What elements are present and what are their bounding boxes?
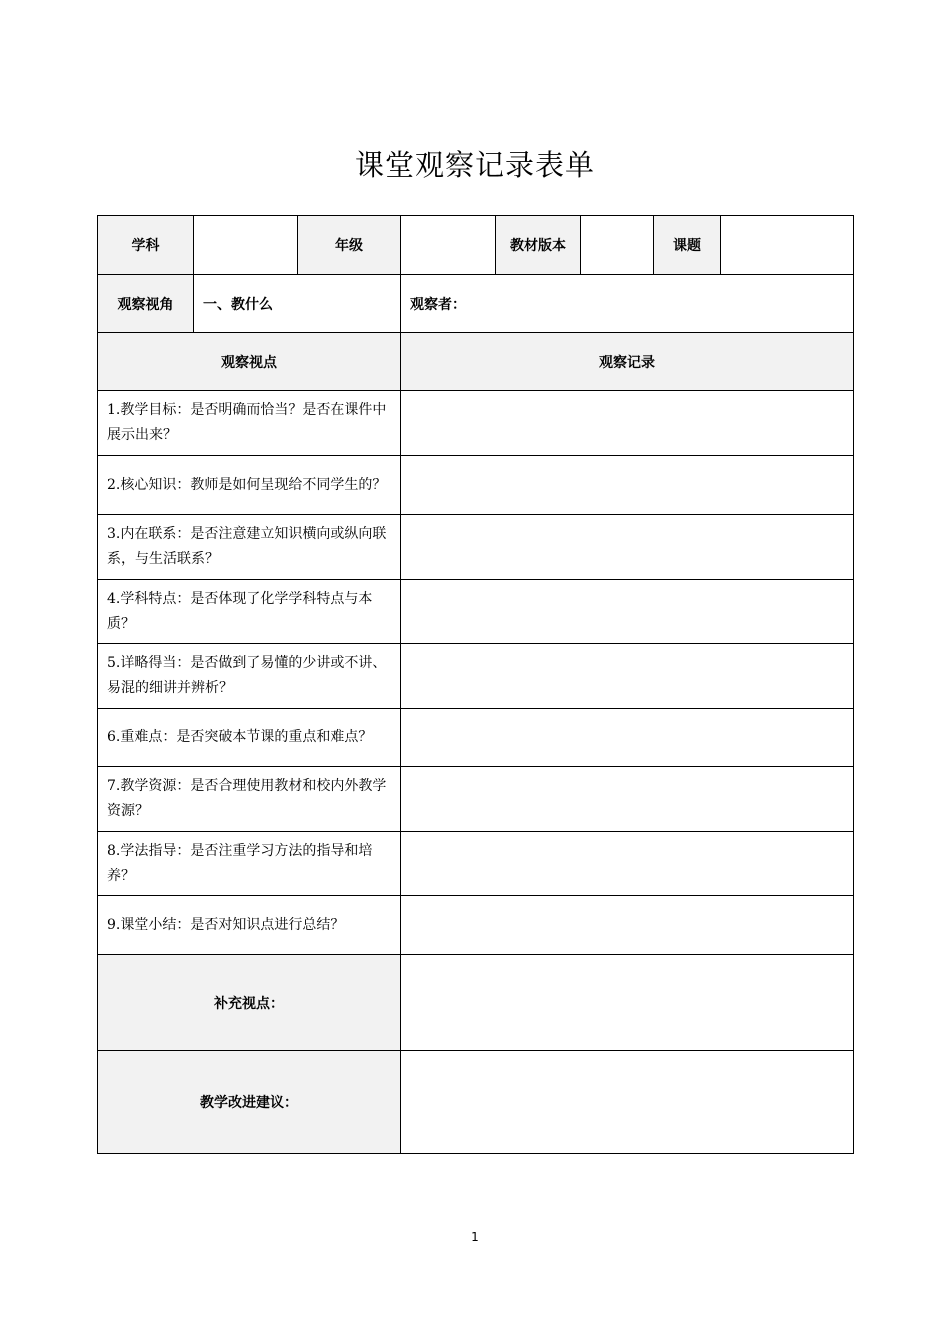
- observation-point-3: 3.内在联系：是否注意建立知识横向或纵向联系，与生活联系？: [98, 515, 401, 580]
- observation-record-3[interactable]: [401, 515, 854, 580]
- observer-field[interactable]: 观察者：: [401, 275, 854, 333]
- subject-label: 学科: [98, 216, 194, 275]
- suggestion-label: 教学改进建议：: [98, 1051, 401, 1154]
- grade-field[interactable]: [401, 216, 496, 275]
- observation-record-7[interactable]: [401, 767, 854, 832]
- observation-point-7: 7.教学资源：是否合理使用教材和校内外教学资源？: [98, 767, 401, 832]
- edition-label: 教材版本: [496, 216, 581, 275]
- topic-label: 课题: [654, 216, 721, 275]
- observation-point-1: 1.教学目标：是否明确而恰当？是否在课件中展示出来？: [98, 391, 401, 456]
- observation-point-5: 5.详略得当：是否做到了易懂的少讲或不讲、易混的细讲并辨析？: [98, 644, 401, 709]
- observation-point-6: 6.重难点：是否突破本节课的重点和难点？: [98, 709, 401, 767]
- topic-field[interactable]: [721, 216, 854, 275]
- observation-point-9: 9.课堂小结：是否对知识点进行总结？: [98, 896, 401, 955]
- page-title: 课堂观察记录表单: [354, 148, 595, 182]
- edition-field[interactable]: [581, 216, 654, 275]
- perspective-value: 一、教什么: [194, 275, 401, 333]
- supplement-label: 补充视点：: [98, 955, 401, 1051]
- grade-label: 年级: [298, 216, 401, 275]
- observation-record-9[interactable]: [401, 896, 854, 955]
- observation-point-4: 4.学科特点：是否体现了化学学科特点与本质？: [98, 580, 401, 644]
- observation-record-4[interactable]: [401, 580, 854, 644]
- points-column-header: 观察视点: [98, 333, 401, 391]
- suggestion-field[interactable]: [401, 1051, 854, 1154]
- observation-record-2[interactable]: [401, 456, 854, 515]
- subject-field[interactable]: [194, 216, 298, 275]
- supplement-field[interactable]: [401, 955, 854, 1051]
- page-number: 1: [471, 1230, 479, 1244]
- observation-point-8: 8.学法指导：是否注重学习方法的指导和培养？: [98, 832, 401, 896]
- observation-form-table: [97, 215, 854, 1154]
- observation-point-2: 2.核心知识：教师是如何呈现给不同学生的？: [98, 456, 401, 515]
- perspective-label: 观察视角: [98, 275, 194, 333]
- observation-record-1[interactable]: [401, 391, 854, 456]
- observation-record-8[interactable]: [401, 832, 854, 896]
- observation-record-6[interactable]: [401, 709, 854, 767]
- records-column-header: 观察记录: [401, 333, 854, 391]
- observation-record-5[interactable]: [401, 644, 854, 709]
